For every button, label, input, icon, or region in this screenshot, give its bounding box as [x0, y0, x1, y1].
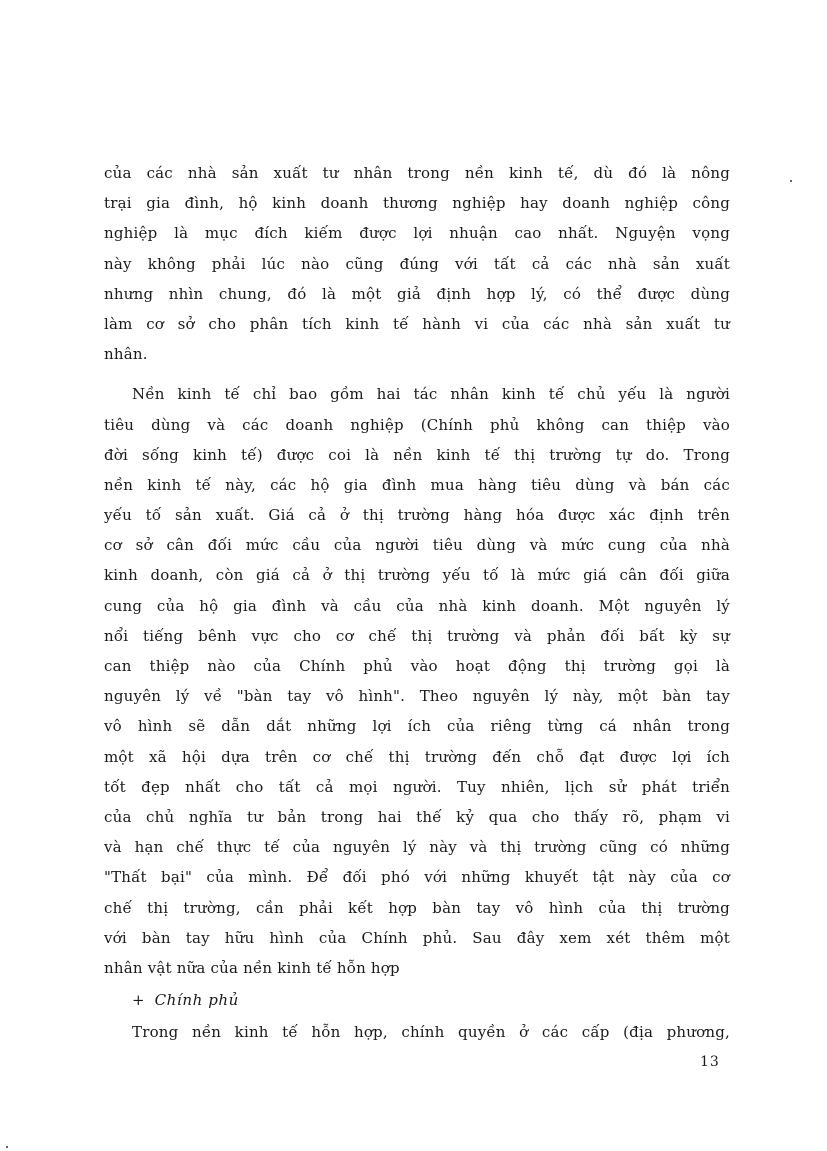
paragraph-gap — [104, 369, 730, 379]
scan-speck — [6, 1146, 8, 1148]
text-line: nguyên lý về "bàn tay vô hình". Theo nguyên lý này, một bàn tay — [104, 687, 730, 706]
body-text — [104, 158, 730, 1047]
text-line: này không phải lúc nào cũng đúng với tất cả các nhà sản xuất — [104, 254, 730, 273]
text-line: làm cơ sở cho phân tích kinh tế hành vi của các nhà sản xuất tư — [104, 314, 730, 333]
text-line: đời sống kinh tế) được coi là nền kinh tế thị trường tự do. Trong — [104, 445, 730, 464]
text-line: can thiệp nào của Chính phủ vào hoạt động thị trường gọi là — [104, 657, 730, 675]
section-heading — [104, 983, 730, 1017]
text-line: nền kinh tế này, các hộ gia đình mua hàng tiêu dùng và bán các — [104, 475, 730, 494]
paragraph-2 — [104, 379, 730, 983]
scan-speck — [790, 180, 792, 182]
text-line: "Thất bại" của mình. Để đối phó với những khuyết tật này của cơ — [104, 868, 730, 887]
text-line: yếu tố sản xuất. Giá cả ở thị trường hàng hóa được xác định trên — [104, 506, 730, 525]
page-number: 13 — [700, 1054, 720, 1070]
text-line: nổi tiếng bênh vực cho cơ chế thị trường và phản đối bất kỳ sự — [104, 626, 730, 645]
text-line: Nền kinh tế chỉ bao gồm hai tác nhân kinh tế chủ yếu là người — [132, 385, 730, 404]
text-line: cơ sở cân đối mức cầu của người tiêu dùng và mức cung của nhà — [104, 536, 730, 555]
text-line: trại gia đình, hộ kinh doanh thương nghiệp hay doanh nghiệp công — [104, 194, 730, 213]
text-line: một xã hội dựa trên cơ chế thị trường đến chỗ đạt được lợi ích — [104, 747, 730, 766]
text-line: kinh doanh, còn giá cả ở thị trường yếu tố là mức giá cân đối giữa — [104, 566, 730, 585]
heading-bullet: + — [132, 991, 145, 1010]
paragraph-1 — [104, 158, 730, 369]
text-line: của các nhà sản xuất tư nhân trong nền kinh tế, dù đó là nông — [104, 164, 730, 182]
text-line: nhưng nhìn chung, đó là một giả định hợp lý, có thể được dùng — [104, 284, 730, 303]
text-line: nhân vật nữa của nền kinh tế hỗn hợp — [104, 958, 400, 977]
text-line: Trong nền kinh tế hỗn hợp, chính quyền ở các cấp (địa phương, — [132, 1023, 730, 1042]
text-line: nhân. — [104, 345, 148, 364]
heading-title: Chính phủ — [154, 991, 239, 1010]
text-line: chế thị trường, cần phải kết hợp bàn tay vô hình của thị trường — [104, 898, 730, 917]
text-line: nghiệp là mục đích kiếm được lợi nhuận cao nhất. Nguyện vọng — [104, 224, 730, 243]
text-line: cung của hộ gia đình và cầu của nhà kinh doanh. Một nguyên lý — [104, 596, 730, 615]
text-line: với bàn tay hữu hình của Chính phủ. Sau đây xem xét thêm một — [104, 928, 730, 947]
paragraph-3 — [104, 1017, 730, 1047]
text-line: vô hình sẽ dẫn dắt những lợi ích của riêng từng cá nhân trong — [104, 717, 730, 736]
text-line: tốt đẹp nhất cho tất cả mọi người. Tuy nhiên, lịch sử phát triển — [104, 777, 730, 796]
text-line: của chủ nghĩa tư bản trong hai thế kỷ qua cho thấy rõ, phạm vi — [104, 807, 730, 826]
text-line: tiêu dùng và các doanh nghiệp (Chính phủ không can thiệp vào — [104, 415, 730, 434]
text-line: và hạn chế thực tế của nguyên lý này và thị trường cũng có những — [104, 838, 730, 857]
